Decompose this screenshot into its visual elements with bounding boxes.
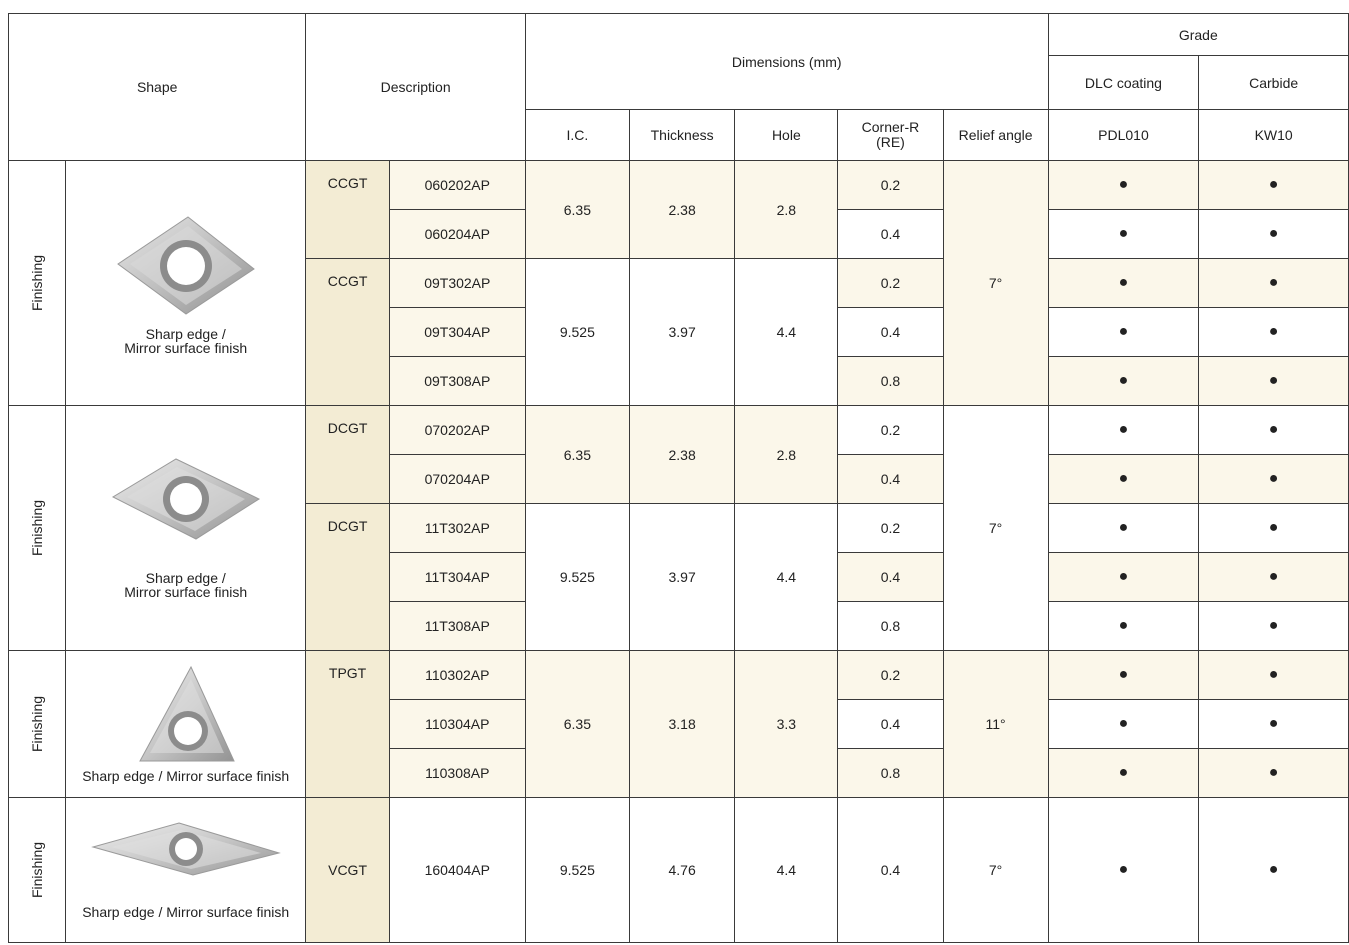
shape-header: Shape xyxy=(9,14,306,161)
carbide-header: Carbide xyxy=(1199,56,1349,110)
corner-cell: 0.4 xyxy=(838,210,943,259)
hole-cell: 4.4 xyxy=(735,504,838,651)
dlc-mark: ● xyxy=(1048,504,1199,553)
corner-cell: 0.8 xyxy=(838,602,943,651)
dimensions-header: Dimensions (mm) xyxy=(525,14,1048,110)
carbide-mark: ● xyxy=(1199,210,1349,259)
ic-cell: 6.35 xyxy=(525,406,629,504)
code-cell: 110308AP xyxy=(389,749,525,798)
ic-cell: 9.525 xyxy=(525,798,629,943)
prefix-cell: CCGT xyxy=(306,161,389,259)
code-cell: 070204AP xyxy=(389,455,525,504)
dlc-mark: ● xyxy=(1048,602,1199,651)
group-type-label: Finishing xyxy=(29,254,46,312)
hole-cell: 3.3 xyxy=(735,651,838,798)
shape-caption-line1: Sharp edge / xyxy=(145,570,226,586)
carbide-mark: ● xyxy=(1199,455,1349,504)
shape-cell xyxy=(66,406,306,651)
shape-cell xyxy=(66,161,306,406)
carbide-mark: ● xyxy=(1199,700,1349,749)
hole-cell: 2.8 xyxy=(735,161,838,259)
dlc-mark: ● xyxy=(1048,455,1199,504)
dlc-mark: ● xyxy=(1048,308,1199,357)
corner-r-header xyxy=(838,110,943,161)
code-cell: 09T308AP xyxy=(389,357,525,406)
corner-r-unit: (RE) xyxy=(876,134,905,150)
table-row xyxy=(9,651,1349,700)
group-type-label: Finishing xyxy=(29,841,46,899)
ic-cell: 6.35 xyxy=(525,651,629,798)
thickness-cell: 3.97 xyxy=(629,504,734,651)
thickness-cell: 4.76 xyxy=(629,798,734,943)
thickness-cell: 3.97 xyxy=(629,259,734,406)
code-cell: 070202AP xyxy=(389,406,525,455)
thickness-cell: 3.18 xyxy=(629,651,734,798)
group-type-cell xyxy=(9,798,66,943)
corner-cell: 0.4 xyxy=(838,553,943,602)
insert-spec-table xyxy=(8,13,1349,943)
relief-cell: 11° xyxy=(943,651,1048,798)
prefix-cell: CCGT xyxy=(306,259,389,406)
hole-cell: 2.8 xyxy=(735,406,838,504)
corner-cell: 0.2 xyxy=(838,504,943,553)
shape-caption: Sharp edge / Mirror surface finish xyxy=(82,768,290,784)
corner-cell: 0.2 xyxy=(838,406,943,455)
group-type-label: Finishing xyxy=(29,695,46,753)
shape-cell xyxy=(66,651,306,798)
group-type-cell xyxy=(9,161,66,406)
hole-cell: 4.4 xyxy=(735,259,838,406)
ic-cell: 9.525 xyxy=(525,504,629,651)
carbide-mark: ● xyxy=(1199,553,1349,602)
carbide-mark: ● xyxy=(1199,406,1349,455)
shape-cell xyxy=(66,798,306,943)
relief-cell: 7° xyxy=(943,406,1048,651)
dlc-mark: ● xyxy=(1048,161,1199,210)
relief-angle-header: Relief angle xyxy=(943,110,1048,161)
ic-cell: 6.35 xyxy=(525,161,629,259)
code-cell: 11T302AP xyxy=(389,504,525,553)
dlc-mark: ● xyxy=(1048,259,1199,308)
relief-cell: 7° xyxy=(943,798,1048,943)
corner-cell: 0.8 xyxy=(838,749,943,798)
prefix-cell: DCGT xyxy=(306,504,389,651)
carbide-mark: ● xyxy=(1199,651,1349,700)
relief-cell: 7° xyxy=(943,161,1048,406)
group-type-cell xyxy=(9,651,66,798)
corner-cell: 0.8 xyxy=(838,357,943,406)
kw10-header: KW10 xyxy=(1199,110,1349,161)
carbide-mark: ● xyxy=(1199,259,1349,308)
dlc-mark: ● xyxy=(1048,210,1199,259)
prefix-cell: VCGT xyxy=(306,798,389,943)
dlc-mark: ● xyxy=(1048,749,1199,798)
dlc-mark: ● xyxy=(1048,406,1199,455)
code-cell: 110304AP xyxy=(389,700,525,749)
corner-cell: 0.2 xyxy=(838,651,943,700)
prefix-cell: DCGT xyxy=(306,406,389,504)
shape-caption-line1: Sharp edge / xyxy=(145,325,226,342)
ic-cell: 9.525 xyxy=(525,259,629,406)
hole-header: Hole xyxy=(735,110,838,161)
carbide-mark: ● xyxy=(1199,161,1349,210)
dlc-mark: ● xyxy=(1048,357,1199,406)
table-row xyxy=(9,406,1349,455)
corner-cell: 0.2 xyxy=(838,161,943,210)
code-cell: 060202AP xyxy=(389,161,525,210)
code-cell: 09T304AP xyxy=(389,308,525,357)
carbide-mark: ● xyxy=(1199,602,1349,651)
code-cell: 11T308AP xyxy=(389,602,525,651)
triangle-insert-icon xyxy=(136,665,236,765)
thickness-cell: 2.38 xyxy=(629,406,734,504)
carbide-mark: ● xyxy=(1199,357,1349,406)
shape-caption-line2: Mirror surface finish xyxy=(124,339,248,356)
hole-cell: 4.4 xyxy=(735,798,838,943)
corner-r-label: Corner-R xyxy=(861,119,920,135)
corner-cell: 0.4 xyxy=(838,798,943,943)
group-type-label: Finishing xyxy=(29,499,46,557)
carbide-mark: ● xyxy=(1199,308,1349,357)
rhombic-80-insert-icon xyxy=(116,212,256,317)
dlc-mark: ● xyxy=(1048,700,1199,749)
thickness-cell: 2.38 xyxy=(629,161,734,259)
code-cell: 11T304AP xyxy=(389,553,525,602)
code-cell: 09T302AP xyxy=(389,259,525,308)
corner-cell: 0.4 xyxy=(838,308,943,357)
thickness-header: Thickness xyxy=(629,110,734,161)
table-row xyxy=(9,161,1349,210)
prefix-cell: TPGT xyxy=(306,651,389,798)
carbide-mark: ● xyxy=(1199,504,1349,553)
carbide-mark: ● xyxy=(1199,749,1349,798)
dlc-mark: ● xyxy=(1048,553,1199,602)
rhombic-35-insert-icon xyxy=(91,821,281,877)
ic-header: I.C. xyxy=(525,110,629,161)
grade-header: Grade xyxy=(1048,14,1348,56)
corner-cell: 0.4 xyxy=(838,700,943,749)
code-cell: 160404AP xyxy=(389,798,525,943)
pdl010-header: PDL010 xyxy=(1048,110,1199,161)
dlc-mark: ● xyxy=(1048,651,1199,700)
shape-caption: Sharp edge / Mirror surface finish xyxy=(82,904,290,920)
code-cell: 060204AP xyxy=(389,210,525,259)
carbide-mark: ● xyxy=(1199,798,1349,943)
shape-caption-line2: Mirror surface finish xyxy=(124,584,248,600)
rhombic-55-insert-icon xyxy=(111,457,261,541)
dlc-coating-header: DLC coating xyxy=(1048,56,1199,110)
corner-cell: 0.2 xyxy=(838,259,943,308)
corner-cell: 0.4 xyxy=(838,455,943,504)
group-type-cell xyxy=(9,406,66,651)
description-header: Description xyxy=(306,14,525,161)
table-row xyxy=(9,798,1349,943)
code-cell: 110302AP xyxy=(389,651,525,700)
dlc-mark: ● xyxy=(1048,798,1199,943)
